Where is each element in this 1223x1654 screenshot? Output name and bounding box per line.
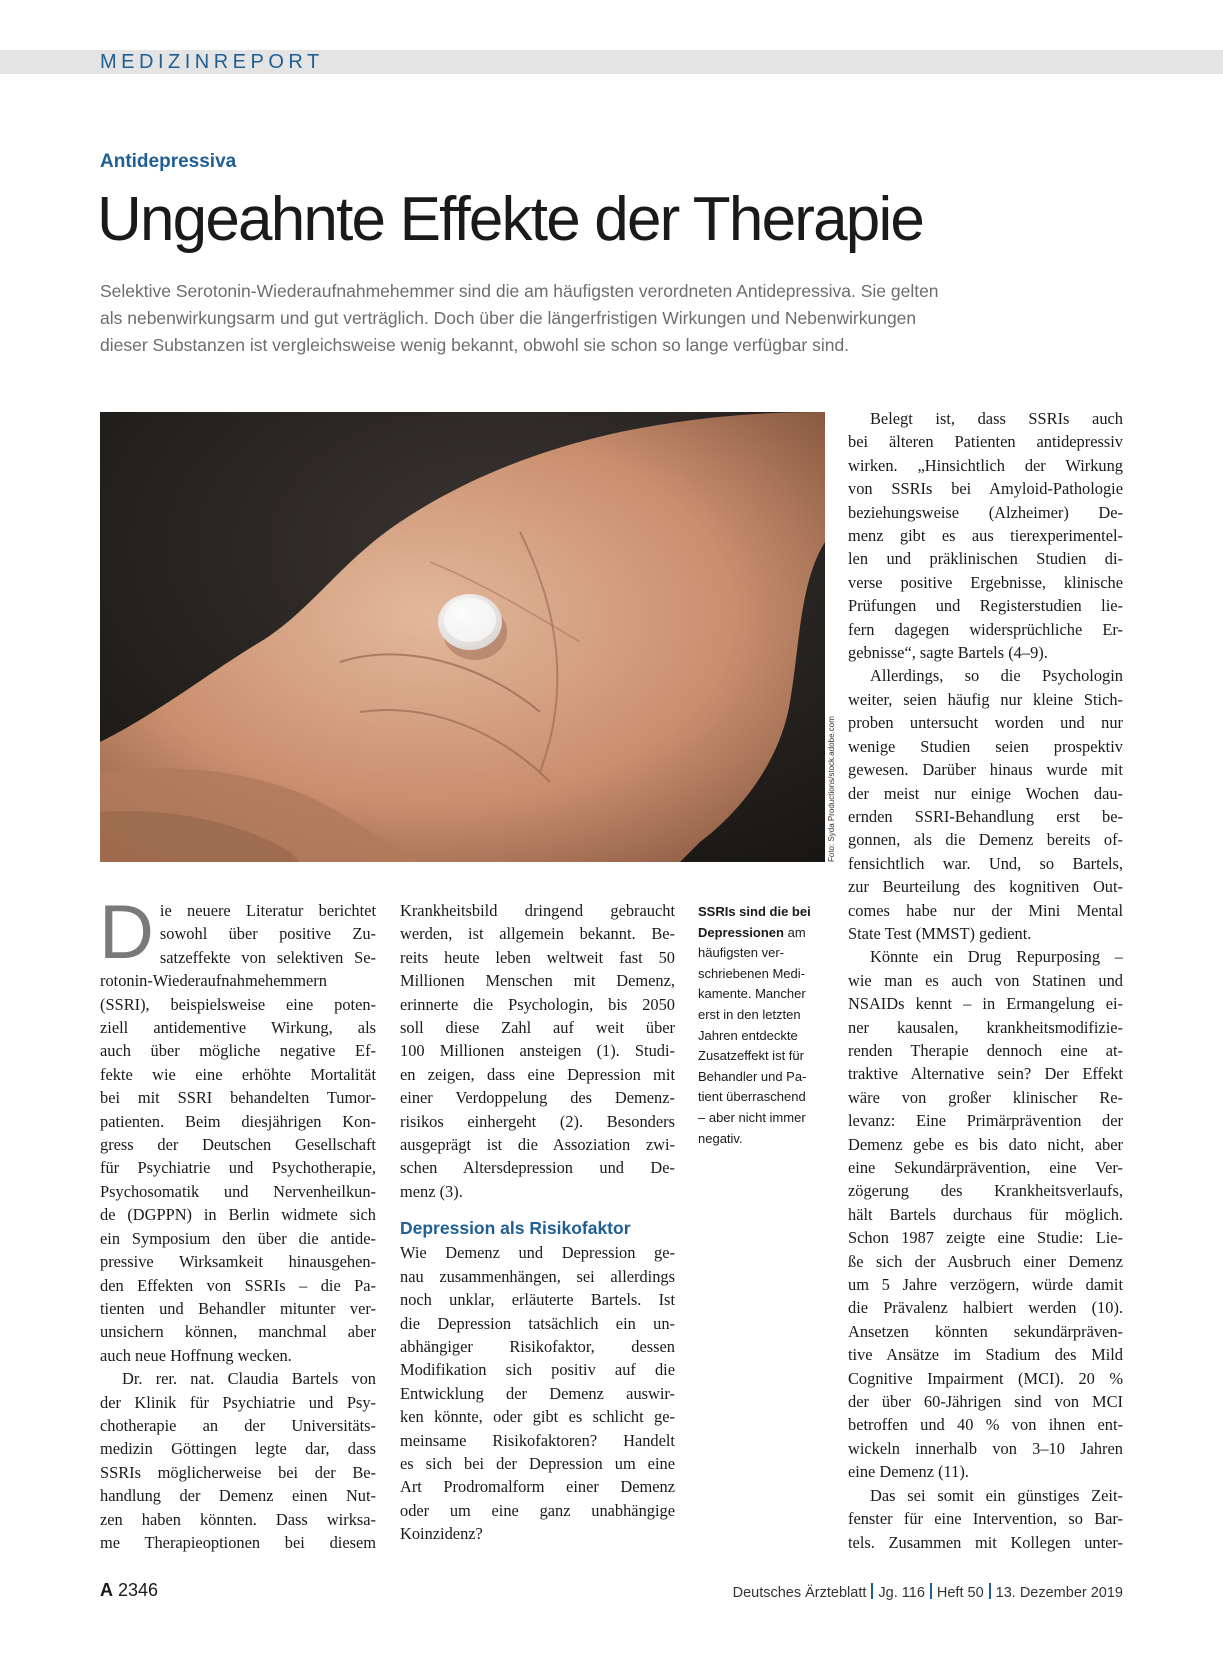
text-line: chotherapie an der Universitäts- xyxy=(100,1415,376,1435)
text-line: ausgeprägt ist die Assoziation zwi- xyxy=(400,1135,675,1155)
text-line: Allerdings, so die Psychologin xyxy=(870,666,1123,686)
text-line: zögerung des Krankheitsverlaufs, xyxy=(848,1181,1123,1201)
text-line: patienten. Beim diesjährigen Kon- xyxy=(100,1111,376,1131)
text-line: fekte wie eine erhöhte Mortalität xyxy=(100,1064,376,1084)
text-line: weiter, seien häufig nur kleine Stich- xyxy=(848,689,1123,709)
drop-cap: D xyxy=(99,890,154,975)
text-line: reits heute leben weltweit fast 50 xyxy=(400,947,675,967)
subheading: Depression als Risikofaktor xyxy=(400,1218,631,1239)
text-line: betroffen und 40 % von ihnen ent- xyxy=(848,1415,1123,1435)
text-line: tienten und Behandler mitunter ver- xyxy=(100,1298,376,1318)
text-line: wickeln innerhalb von 3–10 Jahren xyxy=(848,1438,1123,1458)
hand-with-pill-photo xyxy=(100,412,825,862)
text-line: ein Symposium den über die antide- xyxy=(100,1228,376,1248)
text-line: wie man es auch von Statinen und xyxy=(848,970,1123,990)
text-line: sowohl über positive Zu- xyxy=(159,924,376,944)
text-line: Schon 1987 zeigte eine Studie: Lie- xyxy=(848,1228,1123,1248)
text-line: Belegt ist, dass SSRIs auch xyxy=(870,409,1123,428)
text-line: verse positive Ergebnisse, klinische xyxy=(848,572,1123,592)
text-line: wenige Studien seien prospektiv xyxy=(848,736,1123,756)
text-line: Prüfungen und Registerstudien lie- xyxy=(848,596,1123,616)
text-line: len und präklinischen Studien di- xyxy=(848,549,1123,569)
text-line: Cognitive Impairment (MCI). 20 % xyxy=(848,1368,1123,1388)
text-line: wirken. „Hinsichtlich der Wirkung xyxy=(848,455,1123,475)
text-line: noch unklar, erläuterte Bartels. Ist xyxy=(400,1290,675,1310)
text-line: um 5 Jahre verzögern, würde damit xyxy=(848,1275,1123,1295)
pull-quote-text: am xyxy=(783,924,806,940)
text-line: rotonin-Wiederaufnahmehemmern xyxy=(100,971,327,991)
text-line: bei mit SSRI behandelten Tumor- xyxy=(100,1088,376,1108)
text-line: Entwicklung der Demenz auswir- xyxy=(400,1383,675,1403)
text-line: es sich bei der Depression um eine xyxy=(400,1453,675,1473)
text-line: 100 Millionen ansteigen (1). Studi- xyxy=(400,1041,675,1061)
text-line: oder um eine ganz unabhängige xyxy=(400,1500,675,1520)
text-line: fern dagegen widersprüchliche Er- xyxy=(848,619,1123,639)
article-title: Ungeahnte Effekte der Therapie xyxy=(97,185,924,254)
text-line: gress der Deutschen Gesellschaft xyxy=(100,1135,376,1155)
text-line: NSAIDs kennt – in Ermangelung ei- xyxy=(848,994,1123,1014)
text-line: de (DGPPN) in Berlin widmete sich xyxy=(100,1205,376,1225)
photo-illustration xyxy=(100,412,825,862)
text-line: nau zusammenhängen, sei allerdings xyxy=(400,1266,675,1286)
text-line: ner kausalen, krankheitsmodifizie- xyxy=(848,1017,1123,1037)
text-line: pressive Wirksamkeit hinausgehen- xyxy=(100,1252,376,1272)
text-line: einer Verdoppelung des Demenz- xyxy=(400,1088,675,1108)
text-line: menz (3). xyxy=(400,1181,463,1201)
text-line: zur Beurteilung des kognitiven Out- xyxy=(848,877,1123,897)
text-line: schen Altersdepression und De- xyxy=(400,1158,675,1178)
page-number xyxy=(100,1580,158,1601)
text-line: tive Ansätze im Stadium des Mild xyxy=(848,1345,1123,1365)
text-line: handlung der Demenz einen Nut- xyxy=(100,1486,376,1506)
text-line: ziell antidementive Wirkung, als xyxy=(100,1018,376,1038)
column-4 xyxy=(848,407,1123,1554)
journal-issue: Heft 50 xyxy=(936,1585,984,1601)
text-line: ie neuere Literatur berichtet xyxy=(159,901,376,920)
text-line: für Psychiatrie und Psychotherapie, xyxy=(100,1158,376,1178)
pull-quote-line: tient überraschend xyxy=(698,1089,806,1105)
text-line: levanz: Eine Primärprävention der xyxy=(848,1111,1123,1131)
text-line: auch neue Hoffnung wecken. xyxy=(100,1345,292,1365)
pull-quote-line: – aber nicht immer xyxy=(698,1109,806,1125)
article-lead xyxy=(100,278,1080,359)
text-line: gewesen. Darüber hinaus wurde mit xyxy=(848,760,1123,780)
section-label: MEDIZINREPORT xyxy=(100,51,324,73)
text-line: risikos einhergeht (2). Besonders xyxy=(400,1111,675,1131)
text-line: beziehungsweise (Alzheimer) De- xyxy=(848,502,1123,522)
text-line: (SSRI), beispielsweise eine poten- xyxy=(100,994,376,1014)
text-line: menz gibt es aus tierexperimentel- xyxy=(848,526,1123,546)
text-line: comes habe nur der Mini Mental xyxy=(848,900,1123,920)
text-line: der über 60-Jährigen sind von MCI xyxy=(848,1392,1123,1412)
pull-quote-line: erst in den letzten xyxy=(698,1006,801,1022)
text-line: Wie Demenz und Depression ge- xyxy=(400,1243,675,1263)
pull-quote-line: Behandler und Pa- xyxy=(698,1068,807,1084)
text-line: zen haben könnten. Dass wirksa- xyxy=(100,1509,376,1529)
text-line: Psychosomatik und Nervenheilkun- xyxy=(100,1181,376,1201)
journal-volume: Jg. 116 xyxy=(878,1585,925,1601)
text-line: satzeffekte von selektiven Se- xyxy=(159,947,376,967)
text-line: Könnte ein Drug Repurposing – xyxy=(870,947,1123,967)
pull-quote-bold: SSRIs sind die bei xyxy=(698,904,811,919)
separator xyxy=(989,1583,991,1599)
pull-quote-line: schriebenen Medi- xyxy=(698,965,805,981)
text-line: Koinzidenz? xyxy=(400,1524,483,1544)
pull-quote-line: Jahren entdeckte xyxy=(698,1027,798,1043)
text-line: gebnisse“, sagte Bartels (4–9). xyxy=(848,643,1048,663)
text-line: Millionen Menschen mit Demenz, xyxy=(400,971,675,991)
text-line: State Test (MMST) gedient. xyxy=(848,923,1032,943)
text-line: abhängiger Risikofaktor, dessen xyxy=(400,1336,675,1356)
pull-quote-line: häufigsten ver- xyxy=(698,945,784,961)
text-line: unsichern können, manchmal aber xyxy=(100,1322,376,1342)
text-line: den Effekten von SSRIs – die Pa- xyxy=(100,1275,376,1295)
pull-quote-line: Zusatzeffekt ist für xyxy=(698,1048,804,1064)
text-line: ken könnte, oder gibt es schlicht ge- xyxy=(400,1407,675,1427)
text-line: ernden SSRI-Behandlung erst be- xyxy=(848,806,1123,826)
photo-credit: Foto: Syda Productions/stock.adobe.com xyxy=(827,716,836,862)
journal-date: 13. Dezember 2019 xyxy=(995,1585,1123,1601)
pull-quote-line: kamente. Mancher xyxy=(698,986,806,1002)
text-line: von SSRIs bei Amyloid-Pathologie xyxy=(848,479,1123,499)
column-1 xyxy=(99,890,376,1554)
text-line: SSRIs möglicherweise bei der Be- xyxy=(100,1462,376,1482)
text-line: Ansetzen könnten sekundärpräven- xyxy=(848,1321,1123,1341)
text-line: die Depression tatsächlich ein un- xyxy=(400,1313,675,1333)
text-line: soll diese Zahl auf weit über xyxy=(400,1018,675,1038)
text-line: ße sich der Ausbruch einer Demenz xyxy=(848,1251,1123,1271)
text-line: Krankheitsbild dringend gebraucht xyxy=(400,901,675,920)
lead-line: dieser Substanzen ist vergleichsweise wenig bekannt, obwohl sie schon so lange verfügbar sind. xyxy=(100,335,850,355)
text-line: auch über mögliche negative Ef- xyxy=(100,1041,376,1061)
text-line: wäre von großer klinischer Re- xyxy=(848,1087,1123,1107)
text-line: Demenz gebe es bis dato nicht, aber xyxy=(848,1134,1123,1154)
text-line: me Therapieoptionen bei diesem xyxy=(100,1532,376,1552)
text-line: werden, ist allgemein bekannt. Be- xyxy=(400,924,675,944)
article-kicker: Antidepressiva xyxy=(100,151,237,172)
text-line: erinnerte die Psychologin, bis 2050 xyxy=(400,994,675,1014)
separator xyxy=(930,1583,932,1599)
page-number-value: 2346 xyxy=(118,1580,159,1600)
text-line: der meist nur einige Wochen dau- xyxy=(848,783,1123,803)
column-2 xyxy=(400,899,675,1546)
text-line: en zeigen, dass eine Depression mit xyxy=(400,1064,675,1084)
text-line: Modifikation sich positiv auf die xyxy=(400,1360,675,1380)
text-line: proben untersucht worden und nur xyxy=(848,713,1123,733)
journal-name: Deutsches Ärzteblatt xyxy=(732,1585,867,1601)
text-line: eine Demenz (11). xyxy=(848,1462,969,1482)
text-line: bei älteren Patienten antidepressiv xyxy=(848,432,1123,452)
pull-quote-bold: Depressionen xyxy=(698,924,784,940)
separator xyxy=(871,1583,873,1599)
text-line: Art Prodromalform einer Demenz xyxy=(400,1477,675,1497)
text-line: medizin Göttingen legte dar, dass xyxy=(100,1439,376,1459)
text-line: der Klinik für Psychiatrie und Psy- xyxy=(100,1392,376,1412)
text-line: die Prävalenz halbiert werden (10). xyxy=(848,1298,1123,1318)
text-line: hält Bartels durchaus für möglich. xyxy=(848,1204,1123,1224)
lead-line: Selektive Serotonin-Wiederaufnahmehemmer sind die am häufigsten verordneten Antidepressiva. Sie gelten xyxy=(100,281,939,301)
page-prefix: A xyxy=(100,1580,113,1600)
text-line: meinsame Risikofaktoren? Handelt xyxy=(400,1430,675,1450)
lead-line: als nebenwirkungsarm und gut verträglich. Doch über die längerfristigen Wirkungen und Nebenwirkungen xyxy=(100,308,917,328)
text-line: eine Sekundärprävention, eine Ver- xyxy=(848,1158,1123,1177)
text-line: fensichtlich war. Und, so Bartels, xyxy=(848,853,1123,873)
text-line: Dr. rer. nat. Claudia Bartels von xyxy=(122,1369,376,1389)
journal-info xyxy=(733,1583,1123,1601)
text-line: gonnen, als die Demenz bereits of- xyxy=(848,830,1123,850)
pull-quote-line: negativ. xyxy=(698,1130,743,1146)
text-line: tels. Zusammen mit Kollegen unter- xyxy=(848,1532,1123,1552)
text-line: Das sei somit ein günstiges Zeit- xyxy=(870,1485,1123,1505)
text-line: renden Therapie dennoch eine at- xyxy=(848,1040,1123,1060)
pull-quote xyxy=(698,902,828,1149)
text-line: fenster für eine Intervention, so Bar- xyxy=(848,1509,1123,1529)
text-line: traktive Alternative sein? Der Effekt xyxy=(848,1064,1123,1084)
